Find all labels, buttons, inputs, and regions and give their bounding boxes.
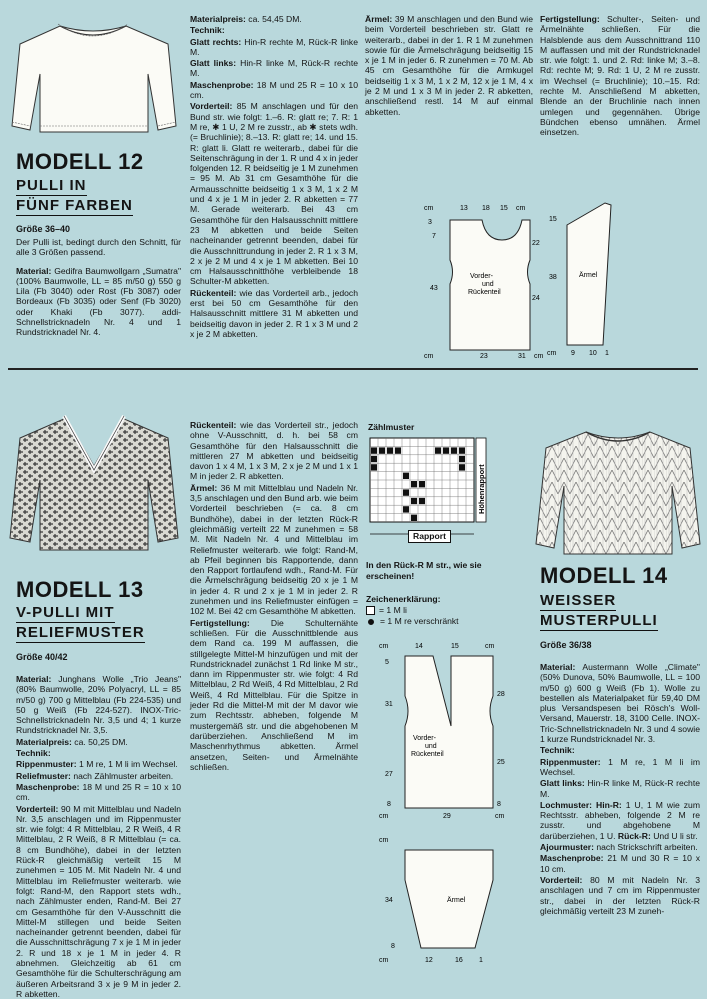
modell-12-size: Größe 36–40 (16, 224, 71, 234)
modell-13-body-schematic (375, 636, 525, 826)
modell-13-col2: Rückenteil: wie das Vorderteil str., jedoch ohne V-Ausschnitt, d. h. bei 58 cm Gesamthöhe für den Halsausschnitt die mittleren 27 M abketten und beidseitig davon 1 x 4 M, 1 x 3 M, 2 x je 2 M und 1 x 1 M in jeder 2. R abketten. Ärmel: 36 M mit Mittelblau und Nadeln Nr. 3,5 anschlagen und den Bund arb. wie beim Vorderteil beschrieben (= ca. 8 cm Bundhöhe), dabei in der letzten Rück-R gleichmäßig verteilt 22 M zunehmen = 58 M. Mit Nadeln Nr. 4 und Mittelblau im Reliefmuster weiterarb. wie folgt: Rand-M, ab Pfeil beginnen bis Rapportende, dann den Rapport fortlaufend wdh., Rand-M. Für die Ärmelschrägung beidseitig 20 x je 1 M in jeder 4. R und 2 x je 1 M in jeder 2. R zunehmen und ins Reliefmuster einfügen = 102 M. Bei 42 cm Gesamthöhe M abketten. Fertigstellung: Die Schulternähte schließen. Für die Ausschnittblende aus dem Rand ca. 199 M auffassen, die stillgelegte Mittel-M hinzufügen und mit der Rundstricknadel zunächst 1 Rd linke M str., dann im Rippenmuster str. wie folgt: 4 Rd Mittelblau, 2 Rd Weiß, 4 Rd Mittelblau, 2 Rd Weiß, 4 Rd Mittelblau. Für die Spitze in jeder Rd die Mittel-M mit der M davor wie zum Rechtsstr. abheben, folgende M mustergemäß str. und die abgehobenen M darüberziehen. Anschließend M im Maschenrhythmus abketten. Ärmel ansetzen, Seiten- und Ärmelnähte schließen. (190, 420, 358, 772)
diagram-12-top-2: 18 (482, 205, 490, 212)
svg-text:cm: cm (379, 813, 389, 820)
modell-14-title: MODELL 14 (540, 563, 668, 588)
modell-12-subtitle: PULLI IN FÜNF FARBEN (16, 177, 133, 214)
modell-13-subtitle: V-PULLI MIT RELIEFMUSTER (16, 604, 145, 641)
svg-text:cm: cm (424, 353, 434, 360)
svg-text:und: und (482, 281, 494, 288)
modell-14-size: Größe 36/38 (540, 640, 592, 650)
svg-text:und: und (425, 743, 437, 750)
svg-text:cm: cm (495, 813, 505, 820)
modell-13-col1: Material: Junghans Wolle „Trio Jeans" (80% Baumwolle, 20% Polyacryl, LL = 85 m/50 g) 700 g Mittelblau (Fb 224-535) und 50 g Weiß (Fb 224-527). INOX-Tric-Schnellstricknadeln Nr. 3,5 und 4; 1 kurze Rundstricknadel Nr. 3,5. Materialpreis: ca. 50,25 DM. Technik: Rippenmuster: 1 M re, 1 M li im Wechsel. Reliefmuster: nach Zählmuster arbeiten. Maschenprobe: 18 M und 25 R = 10 x 10 cm. Vorderteil: 90 M mit Mittelblau und Nadeln Nr. 3,5 anschlagen und im Rippenmuster str. wie folgt: 4 R Mittelblau, 2 R Weiß, 4 R Mittelblau, 2 R Weiß, 8 R Mittelblau (= ca. 8 cm Bundhöhe), dabei in der letzten Rück-R gleichmäßig verteilt 15 M zunehmen = 105 M. Mit Nadeln Nr. 4 und Mittelblau im Reliefmuster weiterarb. wie folgt: Rand-M, den Rapport stets wdh., nach Zählmuster enden, Rand-M. Bei 27 cm Gesamthöhe für den V-Ausschnitt die Mittel-M stillegen und beide Seiten nacheinander getrennt beenden, dabei für die Ausschnittschrägung 7 x je 1 M in jeder 2. R und 18 x je 1 M in jeder 4. R abnehmen. Gleichzeitig ab 61 cm Gesamthöhe für die Schulterschrägung am äußeren Arbeitsrand 3 x je 9 M in jeder 2. R abketten. (16, 674, 182, 999)
modell-13-size: Größe 40/42 (16, 652, 68, 662)
diagram-12-top-1: 13 (460, 205, 468, 212)
svg-text:cm: cm (547, 350, 557, 357)
rapport-label: Rapport (408, 530, 451, 543)
modell-13-title: MODELL 13 (16, 577, 144, 602)
svg-text:23: 23 (480, 353, 488, 360)
svg-text:cm: cm (379, 643, 389, 650)
modell-14-col: Material: Austermann Wolle „Climate" (50% Dunova, 50% Baumwolle, LL = 100 m/50 g) 600 g Weiß (Fb 1). Wolle zu bestellen als Materialpaket für 59,40 DM plus Versandspesen bei Rösch's Woll-Versand, Mauerstr. 18, 3100 Celle. INOX-Tric-Schnellstricknadeln Nr. 3 und 4 sowie 1 kurze Rundstricknadel Nr. 3. Technik: Rippenmuster: 1 M re, 1 M li im Wechsel. Glatt links: Hin-R linke M, Rück-R rechte M. Lochmuster: Hin-R: 1 U, 1 M wie zum Rechtsstr. abheben, folgende 2 M re zusstr. und abgehobene M darüberziehen, 1 U. Rück-R: Und U li str. Ajourmuster: nach Strickschrift arbeiten. Maschenprobe: 21 M und 30 R = 10 x 10 cm. Vorderteil: 80 M mit Nadeln Nr. 3 anschlagen und 7 cm im Rippenmuster str., dabei in der letzten Rück-R gleichmäßig verteilt 23 M zuneh- (540, 662, 700, 916)
rueckr-note: In den Rück-R M str., wie sie erscheinen! (366, 560, 482, 581)
modell-12-rueckenteil: wie das Vorderteil arb., jedoch erst bei 50 cm Gesamthöhe für den Halsausschnitt mittlere 31 M abketten und beidseitig davon in jeder 2. R 1 x 3 M und 2 x je 2 M abketten. (190, 287, 358, 339)
sweater-12-illustration (8, 14, 178, 140)
modell-14-material: Austermann Wolle „Climate" (50% Dunova, 50% Baumwolle, LL = 100 m/50 g) 600 g Weiß (Fb 1). Wolle zu bestellen als Materialpaket für 59,40 DM plus Versandspesen bei Rösch's Woll-Versand, Mauerstr. 18, 3100 Celle. INOX-Tric-Schnellstricknadeln Nr. 3 und 4 sowie 1 kurze Rundstricknadel Nr. 3. (540, 662, 700, 745)
svg-text:28: 28 (497, 691, 505, 698)
modell-12-body-schematic (420, 200, 550, 360)
svg-text:5: 5 (385, 659, 389, 666)
zeichen-title: Zeichenerklärung: (366, 594, 441, 604)
svg-text:1: 1 (479, 957, 483, 964)
modell-13-vorderteil: 90 M mit Mittelblau und Nadeln Nr. 3,5 anschlagen und im Rippenmuster str. wie folgt: 4 R Mittelblau, 2 R Weiß, 4 R Mittelblau, 2 R Weiß, 8 R Mittelblau (= ca. 8 cm Bundhöhe), dabei in der letzten Rück-R gleichmäßig verteilt 15 M zunehmen = 105 M. Mit Nadeln Nr. 4 und Mittelblau im Reliefmuster weiterarb. wie folgt: Rand-M, den Rapport stets wdh., nach Zählmuster enden, Rand-M. Bei 27 cm Gesamthöhe für den V-Ausschnitt die Mittel-M stillegen und beide Seiten nacheinander getrennt beenden, dabei für die Ausschnittschrägung 7 x je 1 M in jeder 2. R und 18 x je 1 M in jeder 4. R abnehmen. Gleichzeitig ab 61 cm Gesamthöhe für die Schulterschrägung am äußeren Arbeitsrand 3 x je 9 M in jeder 2. R abketten. (16, 803, 181, 999)
modell-14-subtitle: WEISSER MUSTERPULLI (540, 592, 658, 629)
diagram-12-top-4: cm (516, 205, 526, 212)
svg-text:15: 15 (451, 643, 459, 650)
modell-12-intro: Der Pulli ist, bedingt durch den Schnitt, für alle 3 Größen passend. (16, 237, 181, 258)
svg-text:22: 22 (532, 240, 540, 247)
svg-text:Rückenteil: Rückenteil (411, 751, 444, 758)
svg-text:Ärmel: Ärmel (579, 272, 598, 279)
diagram-12-top-3: 15 (500, 205, 508, 212)
svg-text:cm: cm (379, 837, 389, 844)
svg-text:31: 31 (518, 353, 526, 360)
svg-text:3: 3 (428, 219, 432, 226)
svg-text:14: 14 (415, 643, 423, 650)
svg-text:1: 1 (605, 350, 609, 357)
svg-text:34: 34 (385, 897, 393, 904)
svg-text:27: 27 (385, 771, 393, 778)
zeichen-1: = 1 M li (366, 605, 407, 616)
svg-text:Rückenteil: Rückenteil (468, 289, 501, 296)
svg-text:Vorder-: Vorder- (470, 273, 493, 280)
modell-12-sleeve-schematic (545, 195, 655, 360)
modell-13-aermel: 36 M mit Mittelblau und Nadeln Nr. 3,5 anschlagen und den Bund arb. wie beim Vorderteil beschrieben (= ca. 8 cm Bundhöhe), dabei in der letzten Rück-R gleichmäßig verteilt 22 M zunehmen = 58 M. Mit Nadeln Nr. 4 und Mittelblau im Reliefmuster weiterarb. wie folgt: Rand-M, ab Pfeil beginnen bis Rapportende, dann den Rapport fortlaufend wdh., Rand-M. Für die Ärmelschrägung beidseitig 20 x je 1 M in jeder 4. R und 2 x je 1 M in jeder 2. R zunehmen und ins Reliefmuster einfügen = 102 M. Bei 42 cm Gesamthöhe M abketten. (190, 482, 358, 617)
hoehenrapport-label: Höhenrapport (477, 464, 486, 514)
modell-12-aermel: 39 M anschlagen und den Bund wie beim Vorderteil beschrieben str. Glatt re weiterarb., dabei in der 1. R 1 M zunehmen sowie für die Ärmelschrägung beidseitig 15 x je 1 M in jeder 6. R zunehmen = 70 M. Ab 45 cm Gesamthöhe für die Armkugel beidseitig 1 x 3 M, 1 x 2 M, 12 x je 1 M, 4 x je 2 M und 1 x 3 M in jeder 2. R abketten, anschließend restl. 14 M auf einmal abketten. (365, 14, 533, 117)
modell-14-vorderteil: 80 M mit Nadeln Nr. 3 anschlagen und 7 cm im Rippenmuster str., dabei in der letzten Rück-R gleichmäßig verteilt 23 M zuneh- (540, 874, 700, 916)
svg-text:24: 24 (532, 295, 540, 302)
sweater-14-illustration (534, 422, 702, 562)
svg-text:31: 31 (385, 701, 393, 708)
modell-13-price: ca. 50,25 DM. (74, 736, 128, 747)
svg-text:cm: cm (485, 643, 495, 650)
modell-13-fertig: Die Schulternähte schließen. Für die Ausschnittblende aus dem Rand ca. 199 M auffassen, die stillgelegte Mittel-M hinzufügen und mit der Rundstricknadel zunächst 1 Rd linke M str., dann im Rippenmuster str. wie folgt: 4 Rd Mittelblau, 2 Rd Weiß, 4 Rd Mittelblau, 2 Rd Weiß, 4 Rd Mittelblau. Für die Spitze in jeder Rd die Mittel-M mit der M davor wie zum Rechtsstr. abheben, folgende M mustergemäß str. und die abgehobenen M darüberziehen. Anschließend M im Maschenrhythmus abketten. Ärmel ansetzen, Seiten- und Ärmelnähte schließen. (190, 617, 358, 772)
svg-text:cm: cm (534, 353, 544, 360)
svg-text:29: 29 (443, 813, 451, 820)
modell-12-title: MODELL 12 (16, 149, 144, 174)
modell-13-material: Junghans Wolle „Trio Jeans" (80% Baumwolle, 20% Polyacryl, LL = 85 m/50 g) 700 g Mittelblau (Fb 224-535) und 50 g Weiß (Fb 224-527). INOX-Tric-Schnellstricknadeln Nr. 3,5 und 4; 1 kurze Rundstricknadel Nr. 3,5. (16, 674, 182, 736)
svg-text:38: 38 (549, 274, 557, 281)
modell-12-material: Gedifra Baumwollgarn „Sumatra" (100% Baumwolle, LL = 85 m/50 g) 550 g Lila (Fb 3040) oder Rost (Fb 3087) oder Bordeaux (Fb 3035) oder Senf (Fb 3020) oder Khaki (Fb 3077). addi-Schnellstricknadeln Nr. 4 und 1 Rundstricknadel Nr. 4. (16, 265, 181, 338)
modell-12-col3: Ärmel: 39 M anschlagen und den Bund wie beim Vorderteil beschrieben str. Glatt re weiterarb., dabei in der 1. R 1 M zunehmen sowie für die Ärmelschrägung beidseitig 15 x je 1 M in jeder 6. R zunehmen = 70 M. Ab 45 cm Gesamthöhe für die Armkugel beidseitig 1 x 3 M, 1 x 2 M, 12 x je 1 M, 4 x je 2 M und 1 x 3 M in jeder 2. R abketten, anschließend restl. 14 M auf einmal abketten. (365, 14, 533, 117)
zaehlmuster-title: Zählmuster (368, 422, 415, 432)
svg-text:Ärmel: Ärmel (447, 897, 466, 904)
svg-text:cm: cm (379, 957, 389, 964)
svg-text:7: 7 (432, 233, 436, 240)
svg-text:16: 16 (455, 957, 463, 964)
modell-12-col2: Materialpreis: ca. 54,45 DM. Technik: Glatt rechts: Hin-R rechte M, Rück-R linke M. Glatt links: Hin-R linke M, Rück-R rechte M. Maschenprobe: 18 M und 25 R = 10 x 10 cm. Vorderteil: 85 M anschlagen und für den Bund str. wie folgt: 1.–6. R: glatt re; 7. R: 1 M re, ✱ 1 U, 2 M re zusstr., ab ✱ stets wdh. (= Bruchlinie); 8.–13. R: glatt re; 14. und 15. R: glatt li. Glatt re weiterarb., dabei für die Seitenschrägung in der 1. R und 4 x in jeder folgenden 12. R beidseitig je 1 M zunehmen = 95 M. Ab 31 cm Gesamthöhe für die Armausschnitte beidseitig 1 x 3 M, 1 x 2 M und 4 x je 1 M in jeder 2. R abketten = 77 M. Gerade weiterarb. Bei 43 cm Gesamthöhe für den Halsausschnitt mittlere 23 M abketten und beide Seiten nacheinander getrennt beenden, dabei für die Ausschnittrundung in jeder 2. R 1 x 3 M, 2 x je 2 M und 4 x je 1 M abketten. Bei 10 cm Halsausschnitthöhe verbleibende 18 Schulter-M abketten. Rückenteil: wie das Vorderteil arb., jedoch erst bei 50 cm Gesamthöhe für den Halsausschnitt mittlere 31 M abketten und beidseitig davon in jeder 2. R 1 x 3 M und 2 x je 2 M abketten. (190, 14, 359, 339)
modell-12-vorderteil: 85 M anschlagen und für den Bund str. wie folgt: 1.–6. R: glatt re; 7. R: 1 M re, ✱ 1 U, 2 M re zusstr., ab ✱ stets wdh. (= Bruchlinie); 8.–13. R: glatt re; 14. und 15. R: glatt li. Glatt re weiterarb., dabei für die Seitenschrägung in der 1. R und 4 x in jeder folgenden 12. R beidseitig je 1 M zunehmen = 95 M. Ab 31 cm Gesamthöhe für die Armausschnitte beidseitig 1 x 3 M, 1 x 2 M und 4 x je 1 M in jeder 2. R abketten = 77 M. Gerade weiterarb. Bei 43 cm Gesamthöhe für den Halsausschnitt mittlere 23 M abketten und beide Seiten nacheinander getrennt beenden, dabei für die Ausschnittrundung in jeder 2. R 1 x 3 M, 2 x je 2 M und 4 x je 1 M abketten. Bei 10 cm Halsausschnitthöhe verbleibende 18 Schulter-M abketten. (190, 101, 359, 287)
svg-text:9: 9 (571, 350, 575, 357)
modell-13-sleeve-schematic (375, 832, 525, 972)
modell-12-col1: Der Pulli ist, bedingt durch den Schnitt, für alle 3 Größen passend. Material: Gedifra Baumwollgarn „Sumatra" (100% Baumwolle, LL = 85 m/50 g) 550 g Lila (Fb 3040) oder Rost (Fb 3087) oder Bordeaux (Fb 3035) oder Senf (Fb 3020) oder Khaki (Fb 3077). addi-Schnellstricknadeln Nr. 4 und 1 Rundstricknadel Nr. 4. (16, 237, 181, 338)
svg-text:15: 15 (549, 216, 557, 223)
modell-12-col4: Fertigstellung: Schulter-, Seiten- und Ärmelnähte schließen. Für die Halsblende aus dem Ausschnittrand 110 M auffassen und mit der Rundstricknadel str. wie folgt: 1. und 2. Rd: linke M; 3.–8. Rd: rechte M; 9. Rd: 1 U, 2 M re zusstr. im Wechsel (= Bruchlinie); 10.–15. Rd: rechte M. Anschließend M abketten, Blende an der Bruchlinie nach innen umlegen und gegennähen. Übrige Bündchen ebenso umnähen. Ärmel einsetzen. (540, 14, 700, 138)
modell-12-fertig: Schulter-, Seiten- und Ärmelnähte schließen. Für die Halsblende aus dem Ausschnittrand 110 M auffassen und mit der Rundstricknadel str. wie folgt: 1. und 2. Rd: linke M; 3.–8. Rd: rechte M; 9. Rd: 1 U, 2 M re zusstr. im Wechsel (= Bruchlinie); 10.–15. Rd: rechte M. Anschließend M abketten, Blende an der Bruchlinie nach innen umlegen und gegennähen. Übrige Bündchen ebenso umnähen. Ärmel einsetzen. (540, 14, 700, 138)
svg-text:8: 8 (391, 943, 395, 950)
diagram-12-top-0: cm (424, 205, 434, 212)
zeichen-2: = 1 M re verschränkt (366, 616, 459, 627)
svg-text:Vorder-: Vorder- (413, 735, 436, 742)
svg-text:8: 8 (497, 801, 501, 808)
modell-12-price: ca. 54,45 DM. (248, 14, 302, 24)
section-divider (8, 368, 698, 370)
svg-text:25: 25 (497, 759, 505, 766)
svg-text:10: 10 (589, 350, 597, 357)
modell-13-rueckenteil: wie das Vorderteil str., jedoch ohne V-Ausschnitt, d. h. bei 58 cm Gesamthöhe für den Halsausschnitt die mittleren 27 M abketten und beidseitig davon 1 x 4 M, 1 x 3 M, 2 x je 2 M und 1 x 1 M in jeder 2. R abketten. (190, 420, 358, 482)
svg-text:12: 12 (425, 957, 433, 964)
svg-text:8: 8 (387, 801, 391, 808)
sweater-13-illustration (8, 410, 180, 558)
svg-text:43: 43 (430, 285, 438, 292)
